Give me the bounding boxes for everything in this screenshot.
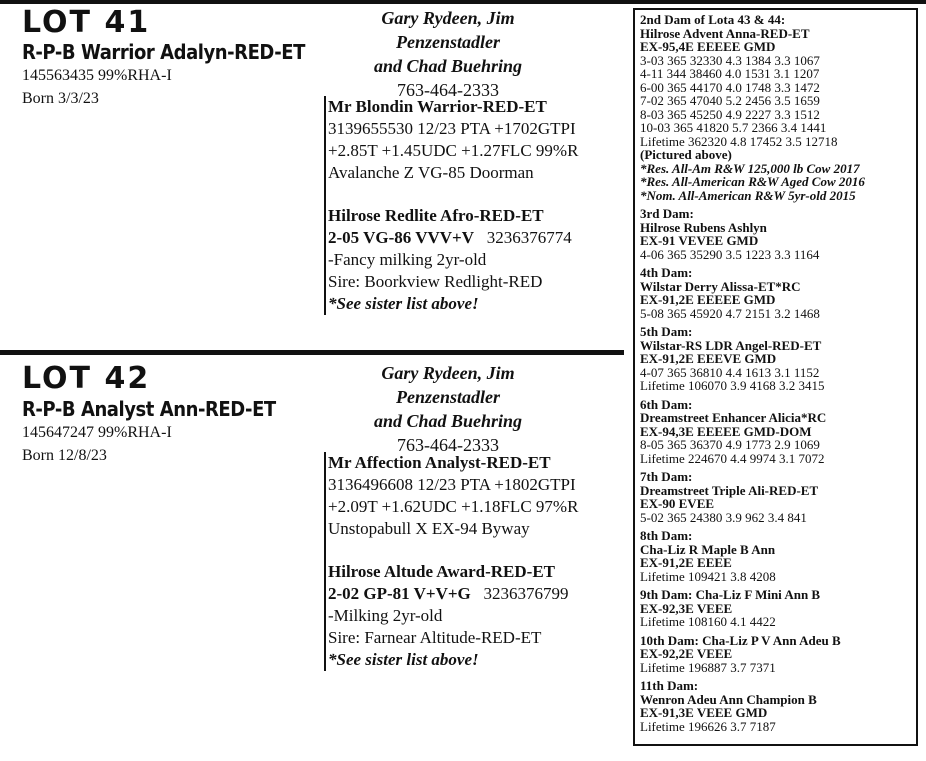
dam4-name: Wilstar Derry Alissa-ET*RC	[640, 278, 801, 294]
dam2-record: 7-02 365 47040 5.2 2456 3.5 1659	[640, 93, 820, 108]
top-rule	[0, 0, 926, 4]
lot-42-born: Born 12/8/23	[22, 447, 107, 464]
dam3-title: 3rd Dam:	[640, 206, 694, 221]
lot-42-sire-line1: 3136496608 12/23 PTA +1802GTPI	[328, 475, 576, 494]
dam6-class: EX-94,3E EEEEE GMD-DOM	[640, 423, 812, 439]
dam2-record: 6-00 365 44170 4.0 1748 3.3 1472	[640, 79, 820, 95]
lot-42-dam-id: 3236376799	[483, 584, 569, 603]
lot-42-dam-name: Hilrose Altude Award-RED-ET	[328, 562, 555, 581]
dam11-name: Wenron Adeu Ann Champion B	[640, 691, 817, 707]
lot-41-phone: 763-464-2333	[397, 80, 499, 100]
lot-42-dam-line1	[328, 583, 578, 605]
dam7-record: 5-02 365 24380 3.9 962 3.4 841	[640, 509, 807, 525]
dam9-lifetime: Lifetime 108160 4.1 4422	[640, 614, 776, 629]
lot-42-animal-name: R-P-B Analyst Ann-RED-ET	[22, 397, 276, 421]
lot-41-dam-classification: 2-05 VG-86 VVV+V	[328, 228, 475, 247]
dam9-title: 9th Dam: Cha-Liz F Mini Ann B	[640, 587, 821, 602]
lot-41-sire-line2: +2.85T +1.45UDC +1.27FLC 99%R	[328, 141, 579, 160]
dam7-class: EX-90 EVEE	[640, 496, 715, 511]
dam2-record: 10-03 365 41820 5.7 2366 3.4 1441	[640, 120, 827, 135]
dam2-pictured: (Pictured above)	[640, 147, 732, 162]
dam11-title: 11th Dam:	[640, 678, 699, 693]
dam9-class: EX-92,3E VEEE	[640, 600, 733, 616]
lot-42-registration: 145647247 99%RHA-I	[22, 424, 172, 441]
lot-41-dam-line3: Sire: Boorkview Redlight-RED	[328, 272, 543, 291]
dam3-name: Hilrose Rubens Ashlyn	[640, 219, 767, 235]
dam11-class: EX-91,3E VEEE GMD	[640, 705, 768, 720]
lot-42-dam-classification: 2-02 GP-81 V+V+G	[328, 584, 471, 603]
dam2-record: 4-11 344 38460 4.0 1531 3.1 1207	[640, 66, 820, 81]
dam2-award: *Res. All-American R&W Aged Cow 2016	[640, 174, 865, 189]
dam11-lifetime: Lifetime 196626 3.7 7187	[640, 718, 776, 734]
dam4-class: EX-91,2E EEEEE GMD	[640, 292, 776, 307]
dam10-lifetime: Lifetime 196887 3.7 7371	[640, 659, 776, 675]
dam3-record: 4-06 365 35290 3.5 1223 3.3 1164	[640, 246, 820, 262]
dam6-name: Dreamstreet Enhancer Alicia*RC	[640, 410, 827, 425]
lot-41-animal-name: R-P-B Warrior Adalyn-RED-ET	[22, 40, 305, 64]
lot-42-sire-name: Mr Affection Analyst-RED-ET	[328, 453, 551, 472]
lot-41-dam-line1	[328, 227, 578, 249]
lot-divider	[0, 350, 624, 355]
lot-41-sire-line3: Avalanche Z VG-85 Doorman	[328, 163, 534, 182]
dam8-name: Cha-Liz R Maple B Ann	[640, 541, 776, 557]
lot-41-dam-line2: -Fancy milking 2yr-old	[328, 250, 487, 269]
lot-41-dam-name: Hilrose Redlite Afro-RED-ET	[328, 206, 544, 225]
dam2-award: *Res. All-Am R&W 125,000 lb Cow 2017	[640, 160, 860, 176]
dam2-name: Hilrose Advent Anna-RED-ET	[640, 25, 810, 41]
dam5-title: 5th Dam:	[640, 324, 693, 339]
lot-41-sire-line1: 3139655530 12/23 PTA +1702GTPI	[328, 119, 576, 138]
lot-41-born: Born 3/3/23	[22, 90, 99, 107]
dam5-class: EX-91,2E EEEVE GMD	[640, 351, 777, 366]
dam7-name: Dreamstreet Triple Ali-RED-ET	[640, 482, 819, 498]
lot-42-consignor-names: Gary Rydeen, Jim Penzenstadler	[381, 363, 515, 407]
lot-42-dam-line3: Sire: Farnear Altitude-RED-ET	[328, 628, 542, 647]
dam2-record: 8-03 365 45250 4.9 2227 3.3 1512	[640, 106, 820, 122]
lot-41-dam-id: 3236376774	[486, 228, 572, 247]
lot-41-registration: 145563435 99%RHA-I	[22, 67, 172, 84]
dam10-title: 10th Dam: Cha-Liz P V Ann Adeu B	[640, 632, 841, 648]
lot-41-sire-name: Mr Blondin Warrior-RED-ET	[328, 97, 547, 116]
dam6-lifetime: Lifetime 224670 4.4 9974 3.1 7072	[640, 450, 825, 466]
dam5-name: Wilstar-RS LDR Angel-RED-ET	[640, 337, 822, 353]
dam2-lifetime: Lifetime 362320 4.8 17452 3.5 12718	[640, 133, 838, 149]
dam2-title: 2nd Dam of Lota 43 & 44:	[640, 12, 786, 27]
dam7-title: 7th Dam:	[640, 469, 693, 484]
dam6-record: 8-05 365 36370 4.9 1773 2.9 1069	[640, 437, 820, 452]
lot-41-consignor-names-2: and Chad Buehring	[373, 56, 523, 76]
lot-42-dam-line2: -Milking 2yr-old	[328, 606, 443, 625]
dam5-record: 4-07 365 36810 4.4 1613 3.1 1152	[640, 364, 820, 380]
dam6-title: 6th Dam:	[640, 396, 693, 412]
dam4-record: 5-08 365 45920 4.7 2151 3.2 1468	[640, 305, 820, 321]
dam8-lifetime: Lifetime 109421 3.8 4208	[640, 568, 776, 584]
lot-41-pedigree	[324, 96, 578, 315]
lot-42-consignor-names-2: and Chad Buehring	[373, 411, 523, 431]
lot-42-consignor	[336, 361, 560, 457]
lot-41-dam-note: *See sister list above!	[328, 294, 479, 313]
dam8-title: 8th Dam:	[640, 528, 693, 543]
dam3-class: EX-91 VEVEE GMD	[640, 233, 759, 248]
dam10-class: EX-92,2E VEEE	[640, 646, 733, 661]
lot-42-sire-line2: +2.09T +1.62UDC +1.18FLC 97%R	[328, 497, 579, 516]
lot-42-pedigree	[324, 452, 578, 671]
lot-41-number: LOT 41	[22, 5, 151, 40]
dam2-award: *Nom. All-American R&W 5yr-old 2015	[640, 187, 856, 203]
dam2-class: EX-95,4E EEEEE GMD	[640, 39, 776, 54]
lot-41-consignor	[336, 6, 560, 102]
lot-42-dam-note: *See sister list above!	[328, 650, 479, 669]
lot-41-consignor-names: Gary Rydeen, Jim Penzenstadler	[381, 8, 515, 52]
dam5-lifetime: Lifetime 106070 3.9 4168 3.2 3415	[640, 378, 825, 393]
dam-lineage-box	[633, 8, 918, 746]
lot-42-number: LOT 42	[22, 361, 151, 396]
lot-42-phone: 763-464-2333	[397, 435, 499, 455]
dam8-class: EX-91,2E EEEE	[640, 555, 732, 570]
dam4-title: 4th Dam:	[640, 265, 693, 280]
dam2-record: 3-03 365 32330 4.3 1384 3.3 1067	[640, 52, 820, 68]
lot-42-sire-line3: Unstopabull X EX-94 Byway	[328, 519, 530, 538]
